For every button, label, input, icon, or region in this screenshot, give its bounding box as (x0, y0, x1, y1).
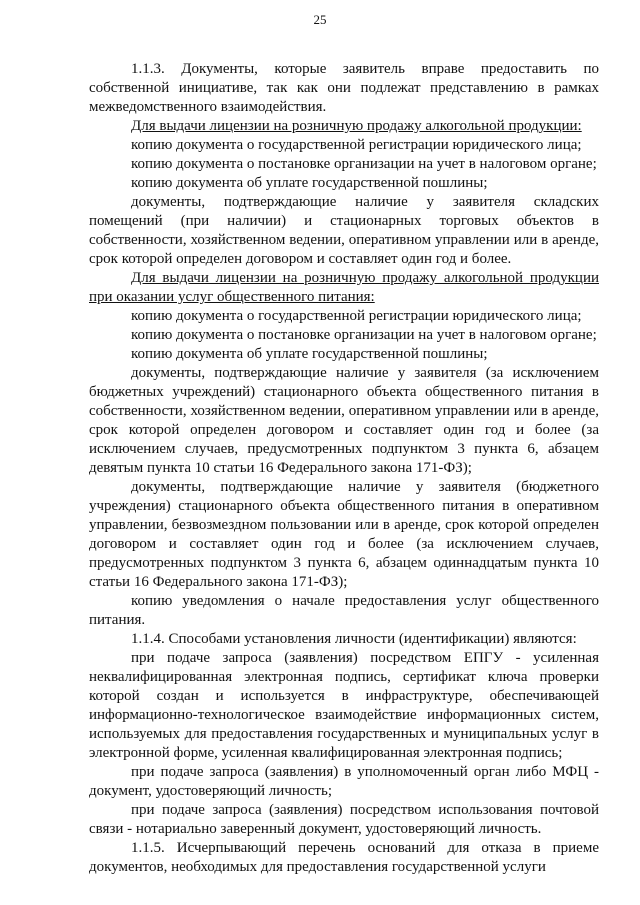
paragraph: копию документа о постановке организации на учет в налоговом органе; (131, 327, 597, 343)
paragraph: 1.1.5. Исчерпывающий перечень оснований для отказа в приеме документов, необходимых для предоставления государственной услуги (89, 840, 599, 875)
paragraph: 1.1.3. Документы, которые заявитель вправе предоставить по собственной инициативе, так как они подлежат представлению в рамках межведомственного взаимодействия. (89, 61, 599, 115)
paragraph: копию документа о государственной регистрации юридического лица; (131, 308, 582, 324)
section-heading: Для выдачи лицензии на розничную продажу алкогольной продукции: (131, 118, 582, 134)
paragraph: документы, подтверждающие наличие у заявителя (бюджетного учреждения) стационарного объекта общественного питания в оперативном управлении, безвозмездном пользовании или в аренде, срок которой определен договором и составляет один год и более (за исключением случаев, предусмотренных подпунктом 3 пункта 6, абзацем одиннадцатым пункта 10 статьи 16 Федерального закона 171-ФЗ); (89, 479, 599, 590)
document-body (89, 60, 599, 877)
paragraph: при подаче запроса (заявления) посредством использования почтовой связи - нотариально заверенный документ, удостоверяющий личность. (89, 802, 599, 837)
paragraph: копию уведомления о начале предоставления услуг общественного питания. (89, 593, 599, 628)
paragraph: документы, подтверждающие наличие у заявителя (за исключением бюджетных учреждений) стационарного объекта общественного питания в собственности, хозяйственном ведении, оперативном управлении или в аренде, срок которой определен договором и составляет один год и более (за исключением случаев, предусмотренных подпунктом 3 пункта 6, абзацем девятым пункта 10 статьи 16 Федерального закона 171-ФЗ); (89, 365, 599, 476)
paragraph: копию документа о постановке организации на учет в налоговом органе; (131, 156, 597, 172)
paragraph: при подаче запроса (заявления) в уполномоченный орган либо МФЦ - документ, удостоверяющий личность; (89, 764, 599, 799)
paragraph: при подаче запроса (заявления) посредством ЕПГУ - усиленная неквалифицированная электронная подпись, сертификат ключа проверки которой создан и используется в инфраструктуре, обеспечивающей информационно-технологическое взаимодействие информационных систем, используемых для предоставления государственных и муниципальных услуг в электронной форме, усиленная квалифицированная электронная подпись; (89, 650, 599, 761)
paragraph: документы, подтверждающие наличие у заявителя складских помещений (при наличии) и стационарных торговых объектов в собственности, хозяйственном ведении, оперативном управлении или в аренде, срок которой определен договором и составляет один год и более. (89, 194, 599, 267)
paragraph: копию документа о государственной регистрации юридического лица; (131, 137, 582, 153)
page-number: 25 (313, 12, 327, 27)
section-heading: Для выдачи лицензии на розничную продажу алкогольной продукции при оказании услуг общественного питания: (89, 270, 599, 305)
paragraph: копию документа об уплате государственной пошлины; (131, 346, 488, 362)
paragraph: 1.1.4. Способами установления личности (идентификации) являются: (131, 631, 577, 647)
paragraph: копию документа об уплате государственной пошлины; (131, 175, 488, 191)
